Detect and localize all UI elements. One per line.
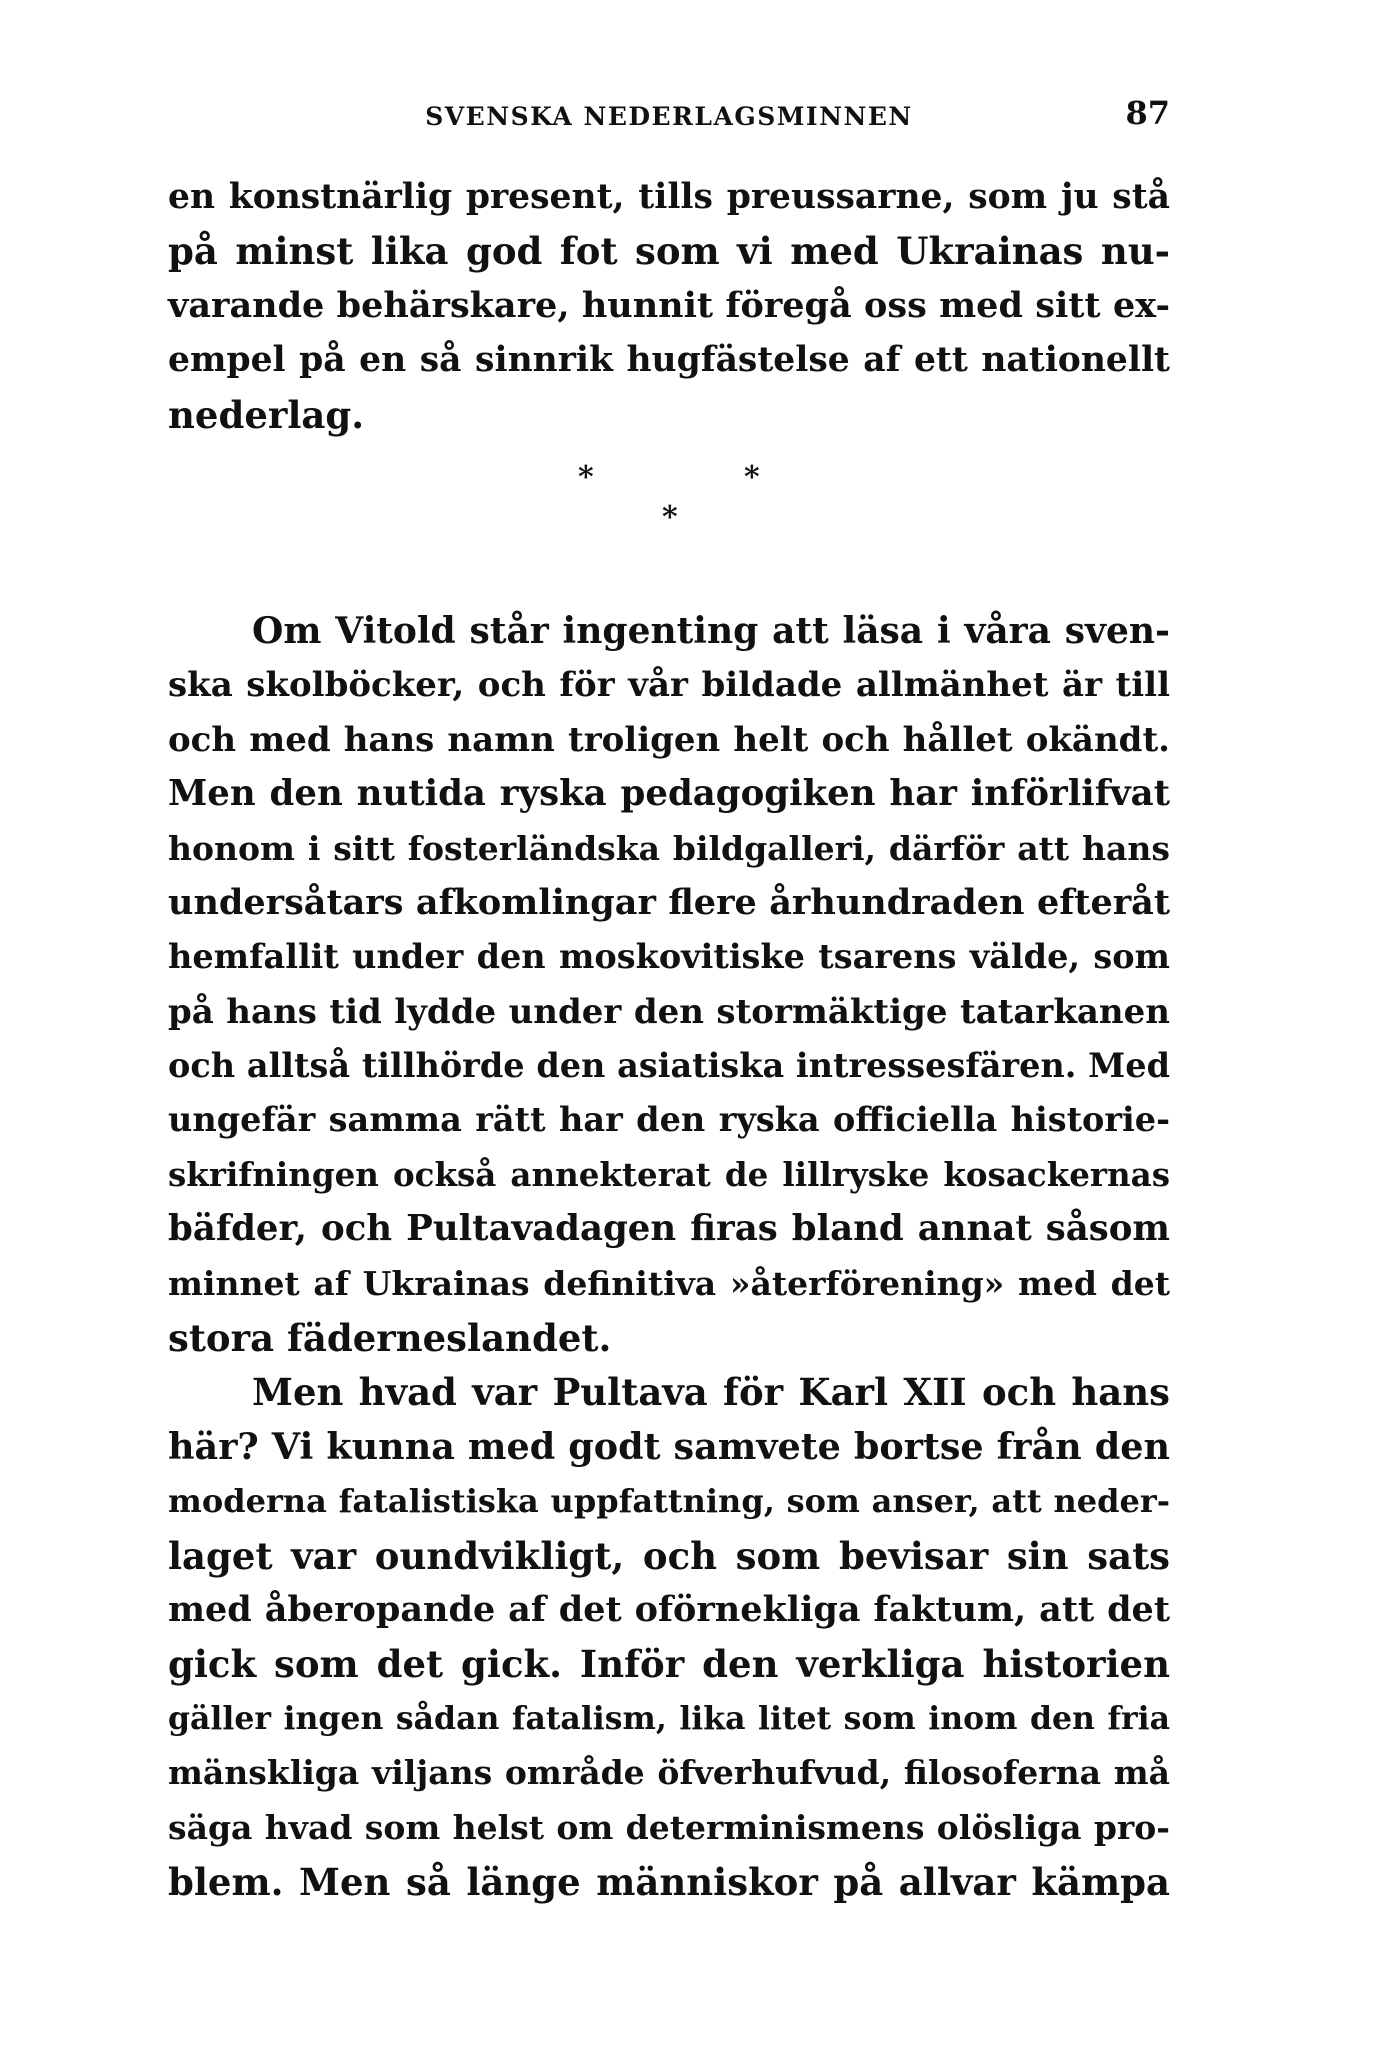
text-line: med åberopande af det oförnekliga faktum, att det	[168, 1588, 1170, 1630]
text-line: hemfallit under den moskovitiske tsarens välde, som	[168, 937, 1170, 977]
text-line: och alltså tillhörde den asiatiska intressesfären. Med	[168, 1046, 1170, 1086]
text-line: Men hvad var Pultava för Karl XII och hans	[252, 1370, 1170, 1415]
text-line: säga hvad som helst om determinismens olösliga pro-	[168, 1807, 1170, 1847]
text-line: på hans tid lydde under den stormäktige tatarkanen	[168, 991, 1170, 1032]
text-line: stora fäderneslandet.	[168, 1316, 612, 1361]
running-head	[168, 92, 1170, 138]
text-line: gick som det gick. Inför den verkliga historien	[168, 1642, 1170, 1687]
text-line: skrifningen också annekterat de lillryske kosackernas	[168, 1154, 1170, 1194]
text-line: gäller ingen sådan fatalism, lika litet som inom den fria	[168, 1699, 1170, 1737]
text-line: här? Vi kunna med godt samvete bortse från den	[168, 1424, 1170, 1468]
page-number: 87	[1125, 94, 1170, 132]
text-line: honom i sitt fosterländska bildgalleri, därför att hans	[168, 828, 1170, 868]
asterism-star: *	[578, 459, 594, 495]
paragraph-3	[168, 1365, 1170, 1909]
text-line: undersåtars afkomlingar flere århundraden efteråt	[168, 881, 1170, 923]
text-line: och med hans namn troligen helt och hållet okändt.	[168, 719, 1170, 760]
text-line: Men den nutida ryska pedagogiken har införlifvat	[168, 773, 1170, 815]
text-line: Om Vitold står ingenting att läsa i våra sven-	[252, 609, 1170, 652]
text-line: ungefär samma rätt har den ryska officiella historie-	[168, 1100, 1170, 1140]
text-line: minnet af Ukrainas definitiva »återförening» med det	[168, 1263, 1170, 1303]
text-line: nederlag.	[168, 392, 365, 437]
book-page	[168, 92, 1170, 1909]
text-line: laget var oundvikligt, och som bevisar sin sats	[168, 1533, 1170, 1578]
text-line: bäfder, och Pultavadagen firas bland annat såsom	[168, 1208, 1170, 1250]
asterism-star: *	[744, 459, 760, 495]
running-title: SVENSKA NEDERLAGSMINNEN	[425, 102, 913, 131]
text-line: på minst lika god fot som vi med Ukrainas nu-	[168, 229, 1170, 274]
paragraph-2	[168, 604, 1170, 1365]
text-line: ska skolböcker, och för vår bildade allmänhet är till	[168, 665, 1170, 706]
asterism-divider	[168, 460, 1170, 570]
text-line: en konstnärlig present, tills preussarne, som ju stå	[168, 177, 1170, 217]
text-line: blem. Men så länge människor på allvar kämpa	[168, 1859, 1170, 1904]
text-line: empel på en så sinnrik hugfästelse af ett nationellt	[168, 340, 1170, 381]
text-line: moderna fatalistiska uppfattning, som anser, att neder-	[168, 1482, 1170, 1521]
asterism-star: *	[662, 499, 678, 535]
text-line: mänskliga viljans område öfverhufvud, filosoferna må	[168, 1753, 1170, 1793]
paragraph-1	[168, 170, 1170, 442]
text-line: varande behärskare, hunnit föregå oss med sitt ex-	[168, 284, 1170, 326]
